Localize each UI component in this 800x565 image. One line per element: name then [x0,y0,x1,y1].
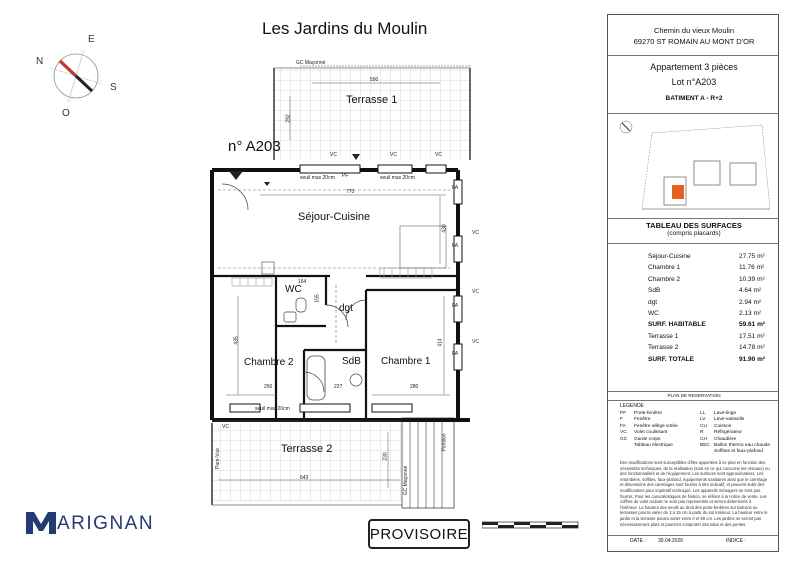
legend-text: Réfrigérateur [714,430,742,436]
surface-label: Terrasse 2 [648,344,679,352]
legend-text: Porte-fenêtre [634,411,662,416]
dim-ch1-width: 280 [410,384,419,390]
pf-tag: PF [342,173,349,179]
vc-tag-7: VC [222,424,229,430]
surface-label: Chambre 2 [648,275,681,283]
surface-value: 27.75 m² [739,253,765,260]
vc-tag-3: VC [435,152,442,158]
surface-row [648,356,768,363]
surface-value: 14.78 m² [739,344,765,352]
legend-text: Fenêtre [634,417,651,423]
legend-code: BEC [700,443,710,448]
unit-number-label: n° A203 [228,138,281,155]
dim-ch2-depth: 435 [233,336,240,345]
vc-tag-5: VC [472,289,479,295]
disclaimer-notes: Des modifications sont susceptibles d'être apportées à ce plan en fonction des nécessités techniques, de la réalisation (sont en ce qui concerne les réseaux) ou des fonctionnalités et de l'équipement. Les surfaces sont approximatives. Les retombées, soffites, faux-plafond, équipements sanitaires ainsi que le carrelage et dimensions des carrelages sont fournis à titre indicatif, et peuvent subir des modifications pour impératif technique. Les appareils ménagers ne sont pas fournis. Pour les caractéristiques de finition, se référer à la notice de vente. Les coffres de volet roulant ne sont pas représentés et seront déterminés à l'intérieur. La hauteur des seuils au droit des porte-fenêtres sur balcons ou terrasses pourra varier de 3 à 15 cm à partir du sol intérieur. La hauteur entre le jardin et la terrasse pourra varier entre 0 et 60 cm. Les jardins ne seront pas nécessairement plats et pourront comporter des talus et des pentes. [620,460,770,527]
vc-tag-4: VC [472,230,479,236]
legend-text: Chaudière [714,436,737,442]
date-label: DATE : [630,538,646,544]
legend-text: Lave-linge [714,411,737,416]
site-map [612,117,776,215]
room-terrasse-2: Terrasse 2 [281,443,333,455]
legend-code: F [620,417,623,423]
lot-number: Lot n°A203 [671,77,717,87]
legend-code: LV [700,417,706,423]
surface-label: WC [648,310,659,317]
dim-t1-depth: 292 [285,114,292,123]
surface-row [648,264,768,271]
room-sejour-cuisine: Séjour-Cuisine [298,211,371,223]
gc-tag-top: GC Maçonné [296,60,326,66]
seuil-tag-3: seuil max 20cm [255,406,290,412]
surface-row [648,299,768,306]
fa-tag-3: FA [452,303,459,309]
surface-row [648,253,768,260]
surface-value: 91.90 m² [739,355,766,363]
dim-ch1-depth: 414 [437,338,444,347]
provisoire-stamp: PROVISOIRE [368,519,470,549]
legend-text: Cuisson [714,423,732,429]
surfaces-title: TABLEAU DES SURFACES [646,221,742,230]
unit-marker-icon [229,171,243,180]
surface-label: Séjour-Cuisine [648,253,691,260]
legend-text: Soffites et faux-plafond [714,449,763,455]
legend-text: Lave-vaisselle [714,417,745,423]
surface-value: 17.51 m² [739,332,765,340]
legend-text: Tableau électrique [634,443,673,448]
legend-code: LL [700,411,706,416]
vc-tag-1: VC [330,152,337,158]
dim-t2-depth: 230 [382,452,389,461]
surface-value: 11.76 m² [739,264,765,272]
portillon-tag: Portillon [441,433,448,452]
legend-code: GC [620,436,628,442]
fa-tag-2: FA [452,243,459,249]
fa-tag-1: FA [452,185,459,191]
legend-code: PF [620,411,627,416]
surface-row [648,287,768,294]
pare-vue-tag: Pare-Vue [214,448,221,469]
surface-row [648,276,768,283]
compass-o-label: O [62,108,70,119]
compass-n-label: N [36,56,44,67]
dim-sejour-width: 770 [346,189,355,195]
legend-code: VC [620,430,627,436]
surface-value: 4.64 m² [739,287,762,295]
surface-label: SURF. HABITABLE [648,321,706,329]
surface-row [648,333,768,340]
fa-tag-4: FA [452,351,459,357]
surface-row [648,344,768,351]
seuil-tag-1: seuil max 20cm [300,175,335,181]
seuil-tag-2: seuil max 20cm [380,175,415,181]
legend-title: LEGENDE [620,403,644,409]
gc-tag-bottom: GC Maçonné [403,465,410,496]
room-chambre-1: Chambre 1 [381,356,431,367]
dim-wc-depth: 155 [314,294,321,303]
dim-sdb-width: 227 [334,384,343,390]
surface-row [648,321,768,328]
plan-title: Les Jardins du Moulin [262,19,428,38]
plan-reservation-label: PLAN DE RESERVATION [667,393,721,398]
room-sdb: SdB [342,356,361,367]
legend-code: CU [700,423,707,429]
terrasse-2-area [212,423,402,501]
dim-wc-width: 164 [298,279,307,285]
surface-row [648,310,768,317]
room-terrasse-1: Terrasse 1 [346,94,398,106]
date-value: 30.04.2026 [658,538,684,544]
surface-value: 59.61 m² [739,321,766,329]
surface-label: Terrasse 1 [648,332,679,340]
room-wc: WC [285,284,302,295]
room-chambre-2: Chambre 2 [244,357,294,368]
surface-label: SdB [648,287,661,295]
legend-text: Fenêtre allège vitrée [634,423,678,429]
dim-t1-width: 590 [370,77,379,83]
surfaces-subtitle: (compris placards) [667,230,721,237]
legend-code: CH [700,436,707,442]
legend-code: FA [620,423,626,429]
room-dgt: dgt [339,303,353,314]
surface-label: dgt [648,298,658,306]
compass-e-label: E [88,34,95,45]
dim-t2-width: 643 [300,475,309,481]
surface-value: 2.94 m² [739,298,762,306]
legend-text: Garde corps [634,436,661,442]
info-panel [607,14,779,552]
vc-tag-6: VC [472,339,479,345]
surface-label: SURF. TOTALE [648,355,694,363]
dim-ch2-width: 250 [264,384,273,390]
surface-label: Chambre 1 [648,264,681,272]
vc-tag-2: VC [390,152,397,158]
surface-value: 2.13 m² [739,310,762,317]
dim-sejour-depth: 430 [441,224,448,233]
marignan-logo-text: ARIGNAN [57,513,155,534]
legend-code: R [700,430,704,436]
compass-s-label: S [110,82,117,93]
marignan-m-icon [26,512,56,534]
legend-text: Volet coulissant [634,430,668,436]
building-level: BATIMENT A - R+2 [665,95,723,102]
address-line-2: 69270 ST ROMAIN AU MONT D'OR [633,37,755,46]
indice-label: INDICE : [726,538,746,544]
apartment-type: Appartement 3 pièces [650,62,738,72]
legend-text: Ballon thermo eau chaude [714,443,771,448]
scale-bar [482,520,582,534]
surface-value: 10.39 m² [739,275,765,283]
address-line-1: Chemin du vieux Moulin [653,26,735,35]
